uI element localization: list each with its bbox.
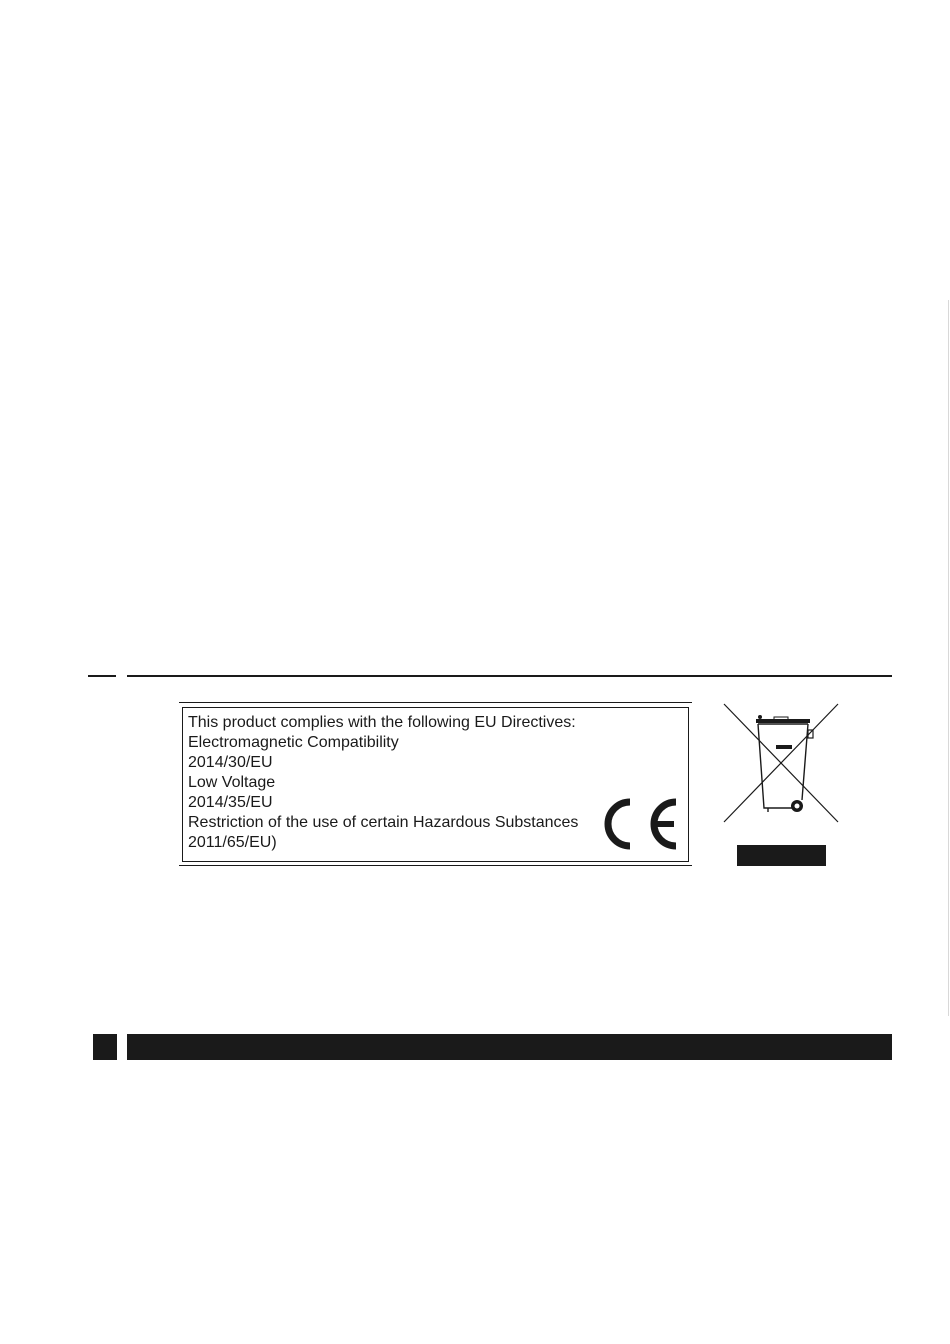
compliance-heading: This product complies with the following EU Directives: bbox=[188, 714, 576, 731]
directive-emc-name: Electromagnetic Compatibility bbox=[188, 734, 399, 751]
directive-rohs-name: Restriction of the use of certain Hazardous Substances bbox=[188, 814, 579, 831]
page-edge-line bbox=[948, 300, 949, 1016]
directive-lvd-name: Low Voltage bbox=[188, 774, 276, 791]
directive-lvd-number: 2014/35/EU bbox=[188, 794, 273, 811]
weee-underline-bar bbox=[737, 845, 826, 866]
directive-emc-number: 2014/30/EU bbox=[188, 754, 273, 771]
section-rule-short bbox=[88, 675, 116, 677]
section-rule-long bbox=[127, 675, 892, 677]
crossed-out-wheelie-bin-icon bbox=[722, 702, 840, 824]
compliance-text bbox=[188, 713, 608, 853]
section-marker-square bbox=[93, 1034, 117, 1060]
section-header-band bbox=[127, 1034, 892, 1060]
directive-rohs-number: 2011/65/EU) bbox=[188, 834, 277, 851]
ce-mark-icon bbox=[600, 794, 682, 854]
